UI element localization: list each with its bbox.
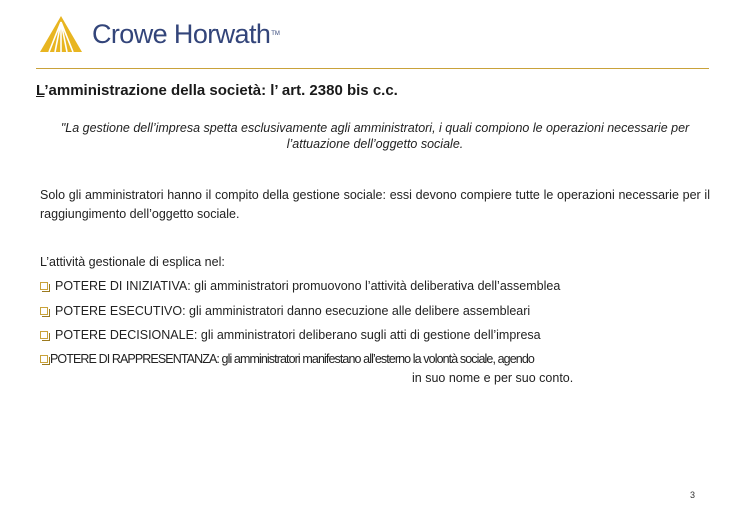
logo-text: Crowe Horwath <box>92 18 271 49</box>
square-bullet-icon <box>40 282 48 290</box>
title-initial: L <box>36 82 45 99</box>
title-text: ’amministrazione della società: l’ art. 2380 bis c.c. <box>44 82 398 99</box>
page-number: 3 <box>690 490 696 500</box>
company-logo <box>38 14 280 54</box>
list-item-text: POTERE ESECUTIVO: gli amministratori danno esecuzione alle delibere assembleari <box>55 304 531 318</box>
header-divider <box>36 68 709 69</box>
square-bullet-icon <box>40 355 48 363</box>
crowe-horwath-triangle-icon <box>38 14 84 54</box>
list-intro: L’attività gestionale di esplica nel: <box>40 255 225 269</box>
slide-title <box>36 82 398 99</box>
list-item-text: POTERE DI INIZIATIVA: gli amministratori promuovono l’attività deliberativa dell’assemblea <box>55 279 561 293</box>
square-bullet-icon <box>40 307 48 315</box>
list-item-continuation: in suo nome e per suo conto. <box>412 371 574 385</box>
law-quote: "La gestione dell’impresa spetta esclusivamente agli amministratori, i quali compiono le operazioni necessarie per l’attuazione dell’oggetto sociale. <box>60 121 690 151</box>
list-item <box>40 352 534 366</box>
list-item <box>40 279 560 293</box>
square-bullet-icon <box>40 331 48 339</box>
body-paragraph: Solo gli amministratori hanno il compito della gestione sociale: essi devono compiere tutte le operazioni necessarie per il raggiungimento dell’oggetto sociale. <box>40 188 710 221</box>
list-item <box>40 328 541 342</box>
list-item-text: POTERE DI RAPPRESENTANZA: gli amministratori manifestano all’esterno la volontà sociale, agendo <box>50 352 534 366</box>
logo-trademark: TM <box>271 31 280 37</box>
list-item <box>40 304 530 318</box>
list-item-text: POTERE DECISIONALE: gli amministratori deliberano sugli atti di gestione dell’impresa <box>55 328 541 342</box>
